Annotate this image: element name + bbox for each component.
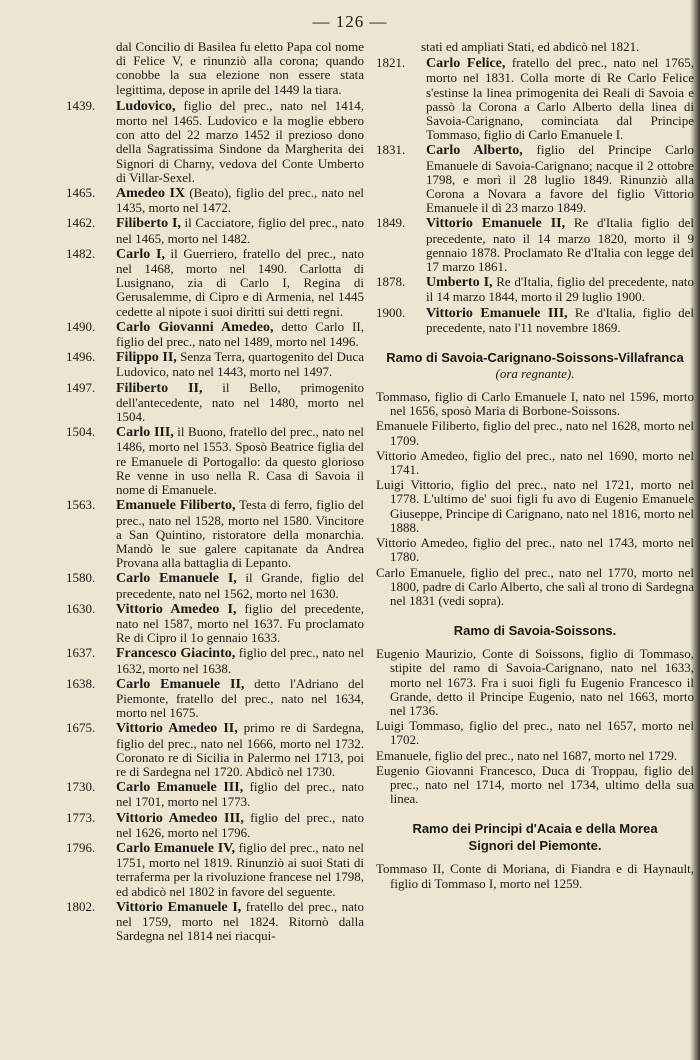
ruler-description: detto l'Adriano del Piemonte, fratello del prec., nato nel 1634, morto nel 1675. — [116, 675, 364, 721]
ruler-description: il Buono, fratello del prec., nato nel 1486, morto nel 1553. Sposò Beatrice figlia del re Emanuele di Portogallo: da questo glorioso Re venne in uso nella R. Casa di Savoia il nome di Emanuele. — [116, 424, 364, 498]
lineage-paragraph: Emanuele, figlio del prec., nato nel 1687, morto nel 1729. — [376, 747, 678, 763]
ruler-description: il Grande, figlio del precedente, nato nel 1562, morto nel 1630. — [116, 570, 364, 601]
section-soissons-paras — [376, 647, 694, 806]
ruler-name: Carlo Emanuele III, — [116, 780, 244, 796]
ruler-name: Carlo Giovanni Amedeo, — [116, 319, 274, 335]
reign-entry — [66, 646, 364, 675]
ruler-name: Filippo II, — [116, 350, 177, 366]
ruler-description: (Beato), figlio del prec., nato nel 1435, morto nel 1472. — [116, 185, 364, 216]
lineage-paragraph: Emanuele Filiberto, figlio del prec., nato nel 1628, morto nel 1709. — [376, 418, 694, 448]
ruler-description: il Cacciatore, figlio del prec., nato nel 1465, morto nel 1482. — [116, 215, 364, 246]
reign-year: 1490. — [66, 318, 96, 334]
reign-year: 1821. — [376, 55, 406, 71]
reign-entry — [66, 425, 364, 497]
reign-entry — [66, 811, 364, 840]
ruler-name: Carlo Emanuele I, — [116, 571, 237, 587]
section-title-carignano: Ramo di Savoia-Carignano-Soissons-Villafranca — [386, 350, 684, 366]
ruler-name: Filiberto I, — [116, 216, 181, 232]
reign-year: 1630. — [66, 600, 96, 616]
reign-entry — [376, 216, 694, 274]
reign-year: 1465. — [66, 185, 96, 201]
reign-year: 1439. — [66, 97, 96, 113]
ruler-name: Vittorio Amedeo I, — [116, 601, 237, 617]
reign-entry — [376, 56, 694, 142]
lineage-paragraph: Vittorio Amedeo, figlio del prec., nato nel 1690, morto nel 1741. — [376, 447, 694, 478]
ruler-name: Carlo Emanuele IV, — [116, 840, 235, 856]
ruler-name: Carlo Felice, — [426, 56, 506, 72]
lineage-paragraph: Luigi Tommaso, figlio del prec., nato nel 1657, morto nel 1702. — [376, 718, 694, 748]
ruler-description: figlio del Principe Carlo Emanuele di Savoia-Carignano; nacque il 2 ottobre 1798, e morì il 28 luglio 1849. Rinunziò alla Corona a Novara a favore del figlio Vittorio Emanuele il dì 23 marzo 1849. — [426, 142, 694, 216]
reign-year: 1497. — [66, 379, 96, 395]
ruler-description: fratello del prec., nato nel 1759, morto nel 1824. Ritornò dalla Sardegna nel 1814 nei riacqui- — [116, 898, 364, 944]
ruler-description: figlio del prec., nato nel 1701, morto nel 1773. — [116, 779, 364, 810]
page-number: — 126 — — [312, 12, 388, 31]
ruler-name: Vittorio Emanuele II, — [426, 216, 566, 232]
ruler-name: Carlo Emanuele II, — [116, 676, 245, 692]
ruler-description: figlio del prec., nato nel 1626, morto nel 1796. — [116, 809, 364, 840]
ruler-description: primo re di Sardegna, figlio del prec., nato nel 1666, morto nel 1732. Coronato re di Sicilia in Palermo nel 1713, poi re di Sardegna nel 1720. Abdicò nel 1730. — [116, 720, 364, 779]
reign-entry — [66, 320, 364, 349]
reign-year: 1796. — [66, 839, 96, 855]
reign-entry — [66, 677, 364, 721]
lineage-paragraph: Vittorio Amedeo, figlio del prec., nato nel 1743, morto nel 1780. — [376, 535, 694, 565]
reign-entry — [66, 216, 364, 245]
reign-entry — [66, 900, 364, 944]
ruler-description: figlio del precedente, nato nel 1587, morto nel 1637. Fu proclamato Re di Cipro il 1o gennaio 1633. — [116, 600, 364, 646]
reign-year: 1637. — [66, 645, 96, 661]
lineage-paragraph: Eugenio Maurizio, Conte di Soissons, figlio di Tommaso, stipite del ramo di Savoia-Carignano, nato nel 1633, morto nel 1673. Fra i suoi figli fu Eugenio Francesco il Grande, detto il Principe Eugenio, nato nel 1663, morto nel 1736. — [376, 646, 694, 718]
reign-entry — [376, 143, 694, 215]
reign-entry — [66, 247, 364, 319]
reign-year: 1878. — [376, 274, 406, 290]
reign-entry — [66, 571, 364, 600]
reign-year: 1773. — [66, 809, 96, 825]
ruler-name: Emanuele Filiberto, — [116, 498, 236, 514]
ruler-description: fratello del prec., nato nel 1765, morto nel 1831. Colla morte di Re Carlo Felice s'estinse la linea primogenita dei Reali di Savoia e passò la Corona a Carlo Alberto della linea di Savoia-Carignano, cominciata dal Principe Tommaso, figlio di Carlo Emanuele I. — [426, 55, 694, 143]
right-column — [376, 40, 694, 892]
reign-year: 1496. — [66, 349, 96, 365]
reign-year: 1504. — [66, 424, 96, 440]
reign-entry — [66, 186, 364, 215]
reign-entry — [66, 602, 364, 646]
left-column — [66, 40, 364, 944]
ruler-name: Vittorio Emanuele III, — [426, 305, 568, 321]
lineage-paragraph: Carlo Emanuele, figlio del prec., nato nel 1770, morto nel 1800, padre di Carlo Alberto, che salì al trono di Sardegna nel 1831 (vedi sopra). — [376, 564, 694, 608]
ruler-description: Re d'Italia, figlio del precedente, nato l'11 novembre 1869. — [426, 304, 694, 335]
ruler-name: Amedeo IX — [116, 186, 186, 202]
ruler-name: Vittorio Amedeo II, — [116, 721, 238, 737]
reign-year: 1462. — [66, 215, 96, 231]
reign-entry — [66, 841, 364, 899]
ruler-name: Vittorio Emanuele I, — [116, 899, 242, 915]
left-entries — [66, 99, 364, 944]
ruler-name: Francesco Giacinto, — [116, 646, 236, 662]
lineage-paragraph: Luigi Vittorio, figlio del prec., nato nel 1721, morto nel 1778. L'ultimo de' suoi figli fu avo di Eugenio Emanuele Giuseppe, Principe di Carignano, nato nel 1816, morto nel 1888. — [376, 477, 694, 535]
reign-year: 1900. — [376, 304, 406, 320]
reign-entry — [66, 780, 364, 809]
right-entries — [376, 56, 694, 335]
reign-year: 1849. — [376, 215, 406, 231]
ruler-description: il Bello, primogenito dell'antecedente, nato nel 1480, morto nel 1504. — [116, 379, 364, 425]
reign-entry — [66, 721, 364, 779]
ruler-name: Vittorio Amedeo III, — [116, 810, 244, 826]
right-continuation: stati ed ampliati Stati, ed abdicò nel 1821. — [421, 40, 640, 54]
reign-entry — [66, 498, 364, 570]
ruler-name: Umberto I, — [426, 275, 493, 291]
ruler-description: Senza Terra, quartogenito del Duca Ludovico, nato nel 1443, morto nel 1497. — [116, 349, 364, 380]
lineage-paragraph: Tommaso, figlio di Carlo Emanuele I, nato nel 1596, morto nel 1656, sposò Maria di Borbone-Soissons. — [376, 389, 694, 419]
reign-year: 1563. — [66, 497, 96, 513]
reign-year: 1638. — [66, 675, 96, 691]
section-subtitle-carignano: (ora regnante). — [495, 366, 575, 382]
ruler-description: figlio del prec., nato nel 1414, morto nel 1465. Ludovico e la moglie ebbero con atto del 22 marzo 1452 il prezioso dono della Sagratissima Sindone da Margherita dei Signori di Charny, vedova del Conte Umberto di Villar-Sexel. — [116, 97, 364, 185]
ruler-name: Carlo III, — [116, 425, 174, 441]
ruler-description: figlio del prec., nato nel 1751, morto nel 1819. Rinunziò ai suoi Stati di terraferma per la rivoluzione francese nel 1798, ed abdicò nel 1802 in favore del seguente. — [116, 839, 364, 899]
intro-continuation: dal Concilio di Basilea fu eletto Papa col nome di Felice V, e rinunziò alla corona; quando conobbe la sua elezione non essere stata legittima, depose in aprile del 1449 la tiara. — [116, 40, 364, 97]
ruler-description: figlio del prec., nato nel 1632, morto nel 1638. — [116, 645, 364, 676]
reign-year: 1580. — [66, 570, 96, 586]
ruler-name: Filiberto II, — [116, 380, 203, 396]
ruler-description: Re d'Italia figlio del precedente, nato il 14 marzo 1820, morto il 9 gennaio 1878. Proclamato Re d'Italia con legge del 17 marzo 1861. — [426, 215, 694, 275]
reign-year: 1831. — [376, 142, 406, 158]
ruler-description: Testa di ferro, figlio del prec., nato nel 1528, morto nel 1580. Vincitore a San Quintino, ristoratore della monarchia. Mandò le sue galere capitanate da Andrea Provana alla battaglia di Lepanto. — [116, 497, 364, 571]
reign-entry — [66, 350, 364, 379]
ruler-description: detto Carlo II, figlio del prec., nato nel 1489, morto nel 1496. — [116, 318, 364, 350]
lineage-paragraph: Eugenio Giovanni Francesco, Duca di Troppau, figlio del prec., nato nel 1714, morto nel 1734, ultimo della sua linea. — [376, 762, 694, 807]
section-title-soissons: Ramo di Savoia-Soissons. — [453, 623, 617, 639]
reign-entry — [376, 306, 694, 335]
reign-year: 1730. — [66, 779, 96, 795]
reign-year: 1675. — [66, 720, 96, 736]
reign-entry — [66, 99, 364, 185]
ruler-name: Carlo I, — [116, 246, 165, 262]
reign-year: 1482. — [66, 245, 96, 261]
reign-entry — [66, 381, 364, 425]
ruler-description: il Guerriero, fratello del prec., nato nel 1468, morto nel 1490. Carlotta di Lusignano, zia di Carlo I, Regina di Gerusalemme, di Cipro e di Armenia, nel 1445 cedette al nipote i suoi diritti sui detti regni. — [116, 245, 364, 319]
ruler-description: Re d'Italia, figlio del precedente, nato il 14 marzo 1844, morto il 29 luglio 1900. — [426, 274, 694, 305]
reign-entry — [376, 275, 694, 304]
ruler-name: Carlo Alberto, — [426, 143, 523, 159]
lineage-paragraph: Tommaso II, Conte di Moriana, di Fiandra e di Haynault, figlio di Tommaso I, morto nel 1259. — [376, 861, 694, 891]
ruler-name: Ludovico, — [116, 98, 176, 114]
section-acaia-paras — [376, 862, 694, 890]
reign-year: 1802. — [66, 898, 96, 914]
section-title-acaia: Ramo dei Principi d'Acaia e della Morea Signori del Piemonte. — [412, 821, 658, 854]
section-carignano-paras — [376, 390, 694, 608]
